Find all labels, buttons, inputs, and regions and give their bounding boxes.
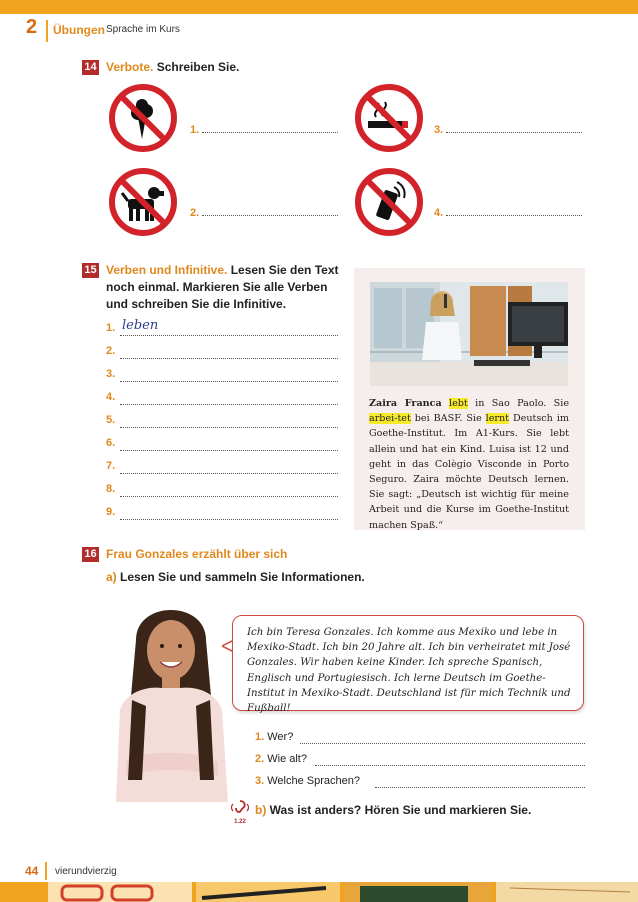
woman-photo: [106, 600, 236, 802]
section-subtitle: Sprache im Kurs: [106, 24, 180, 35]
bubble-text: Ich bin Teresa Gonzales. Ich komme aus Mexiko und lebe in Mexiko-Stadt. Ich bin 20 Jahre alt. Ich bin verheiratet mit José Gonzales. Wir haben keine Kinder. Ich spreche Spanisch, Englisch und Portugiesisch. Ich lerne Deutsch im Goethe-Institut in Mexiko-Stadt. Deutschland ist für mich Technik und Fußball!: [247, 627, 571, 715]
infinitive-row-number: 9.: [106, 506, 116, 518]
infinitive-answer-line[interactable]: [120, 418, 338, 428]
section-title: Übungen: [53, 23, 105, 37]
infinitive-answer-line[interactable]: [120, 372, 338, 382]
infinitive-row-number: 6.: [106, 437, 116, 449]
audio-track[interactable]: [229, 800, 251, 830]
reading-text: Zaira Franca lebt in Sao Paolo. Sie arbei-tet bei BASF. Sie lernt Deutsch im Goethe-Institut. Im A1-Kurs. Sie lebt allein und hat ein Kind. Luisa ist 12 und geht in das Colègio Visconde in Porto Seguro. Zaira möchte Deutsch lernen. Sie sagt: „Deutsch ist wichtig für meine Arbeit und die Kurse im Goethe-Institut machen Spaß.“: [369, 398, 569, 531]
infinitive-row-number: 4.: [106, 391, 116, 403]
infinitive-row[interactable]: [106, 318, 338, 334]
no-mobile-phone-icon: [354, 167, 424, 237]
no-ice-cream-icon: [108, 83, 178, 153]
page-number-word: vierundvierzig: [55, 866, 117, 877]
exercise-14-title: Verbote. Schreiben Sie.: [106, 60, 240, 74]
infinitive-answer-line[interactable]: [120, 464, 338, 474]
infinitive-answer-line[interactable]: [120, 487, 338, 497]
ex14-answer-3[interactable]: 3.: [434, 123, 582, 136]
infinitive-answer-line[interactable]: [120, 441, 338, 451]
ex14-answer-2[interactable]: 2.: [190, 206, 338, 219]
exercise-16b: b) Was ist anders? Hören Sie und markieren Sie.: [255, 803, 532, 817]
speech-bubble: [232, 615, 584, 715]
page-number: 44: [25, 864, 39, 878]
no-smoking-icon: [354, 83, 424, 153]
footer-divider: [45, 862, 47, 880]
infinitive-row[interactable]: [106, 345, 338, 357]
exercise-16-number: 16: [82, 547, 99, 562]
exercise-15-number: 15: [82, 263, 99, 278]
page-header: [0, 14, 638, 44]
infinitive-row-number: 8.: [106, 483, 116, 495]
question-wie-alt[interactable]: 2. Wie alt?: [255, 753, 307, 765]
infinitive-answer: leben: [122, 318, 159, 333]
infinitive-row-number: 5.: [106, 414, 116, 426]
reading-card: [354, 268, 585, 530]
infinitive-row-number: 7.: [106, 460, 116, 472]
bottom-decoration-strip: [0, 882, 638, 902]
infinitive-row[interactable]: [106, 460, 338, 472]
exercise-16-title: Frau Gonzales erzählt über sich: [106, 547, 288, 561]
office-photo: [370, 282, 568, 386]
infinitive-row[interactable]: [106, 368, 338, 380]
exercise-14-number: 14: [82, 60, 99, 75]
header-divider: [46, 20, 48, 42]
infinitive-row-number: 2.: [106, 345, 116, 357]
question-sprachen[interactable]: 3. Welche Sprachen?: [255, 775, 360, 787]
infinitive-answer-line[interactable]: [120, 395, 338, 405]
question-wer[interactable]: 1. Wer?: [255, 731, 293, 743]
audio-ear-icon: [231, 800, 249, 814]
ex14-answer-4[interactable]: 4.: [434, 206, 582, 219]
infinitive-row[interactable]: [106, 437, 338, 449]
infinitive-row[interactable]: [106, 483, 338, 495]
infinitive-row[interactable]: [106, 414, 338, 426]
infinitive-row[interactable]: [106, 391, 338, 403]
audio-track-number: 1.22: [234, 819, 246, 825]
infinitive-answer-line[interactable]: [120, 349, 338, 359]
exercise-15-title: Verben und Infinitive. Lesen Sie den Text noch einmal. Markieren Sie alle Verben und schreiben Sie die Infinitive.: [106, 263, 339, 311]
infinitive-row-number: 1.: [106, 322, 116, 334]
infinitive-row-number: 3.: [106, 368, 116, 380]
no-dogs-icon: [108, 167, 178, 237]
infinitive-answer-line[interactable]: [120, 510, 338, 520]
ex14-answer-1[interactable]: 1.: [190, 123, 338, 136]
top-color-bar: [0, 0, 638, 14]
chapter-number: 2: [26, 16, 38, 38]
infinitive-row[interactable]: [106, 506, 338, 518]
exercise-16a: a) Lesen Sie und sammeln Sie Informationen.: [106, 570, 365, 584]
